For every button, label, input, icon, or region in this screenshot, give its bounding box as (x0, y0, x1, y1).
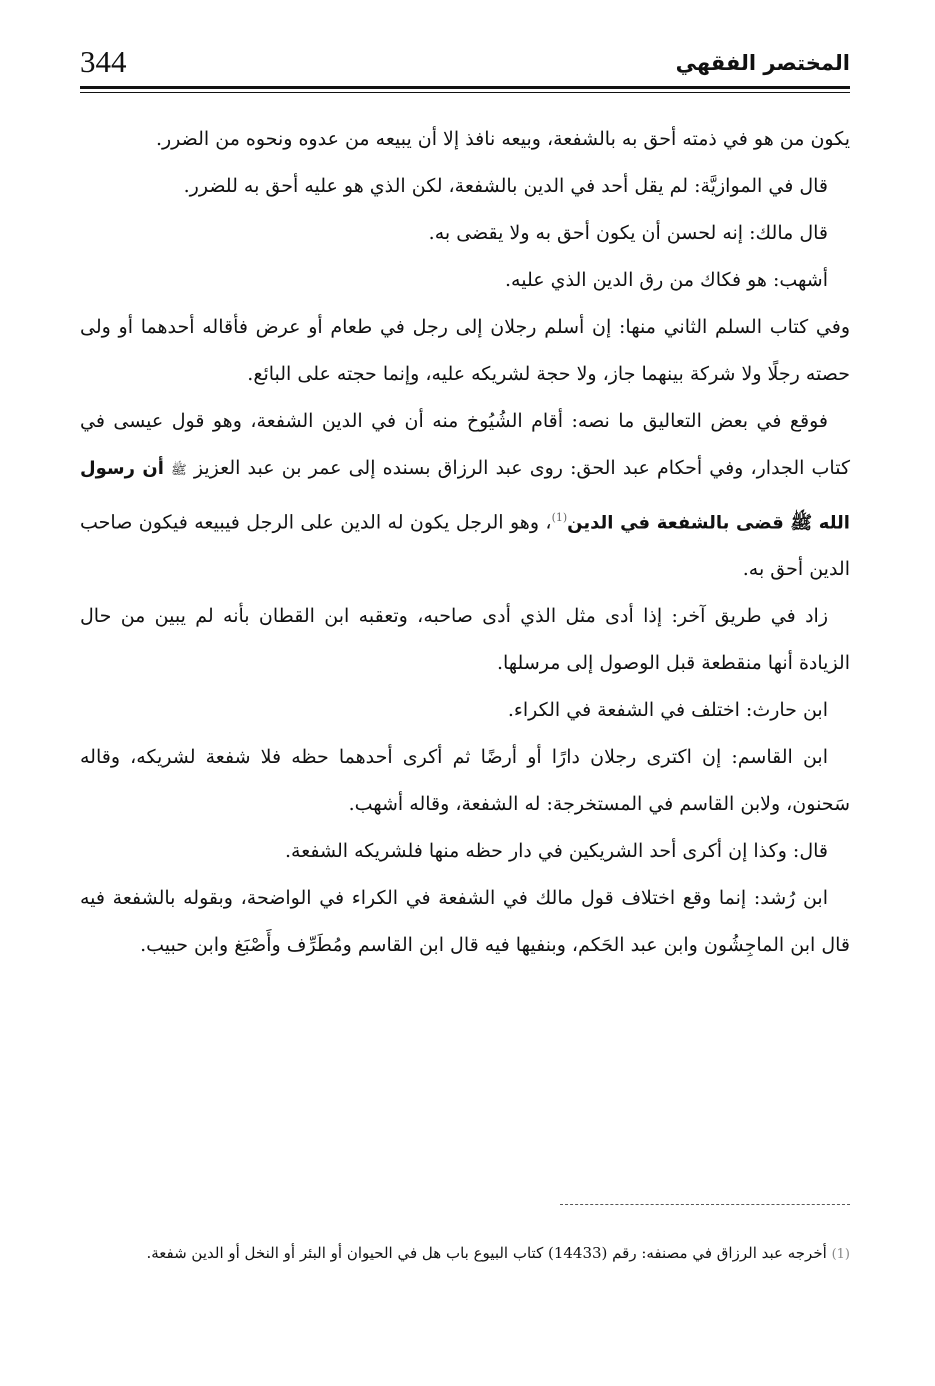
paragraph-6 (80, 398, 850, 593)
footnote-divider (560, 1204, 850, 1205)
paragraph-9: ابن القاسم: إن اكترى رجلان دارًا أو أرضًا ثم أكرى أحدهما حظه فلا شفعة لشريكه، وقاله سَحنون، ولابن القاسم في المستخرجة: له الشفعة، وقاله أشهب. (80, 746, 850, 816)
header-rule-thick (80, 86, 850, 89)
paragraph-3: قال مالك: إنه لحسن أن يكون أحق به ولا يقضى به. (428, 222, 828, 244)
paragraph-7: زاد في طريق آخر: إذا أدى مثل الذي أدى صاحبه، وتعقبه ابن القطان بأنه لم يبين من حال الزيادة أنها منقطعة قبل الوصول إلى مرسلها. (80, 605, 850, 675)
paragraph-10: قال: وكذا إن أكرى أحد الشريكين في دار حظه منها فلشريكه الشفعة. (285, 840, 828, 863)
honorific-mark: ﷺ (171, 463, 187, 478)
footnote (80, 1236, 850, 1272)
hadith-quote: أن رسول الله ﷺ قضى بالشفعة في الدين (80, 458, 850, 534)
header-rule-thin (80, 92, 850, 93)
paragraph-4: أشهب: هو فكاك من رق الدين الذي عليه. (505, 269, 828, 291)
paragraph-5: وفي كتاب السلم الثاني منها: إن أسلم رجلان إلى رجل في طعام أو عرض فأقاله أحدهما أو ولى حصته رجلًا ولا شركة بينهما جاز، ولا حجة لشريكه عليه، وإنما حجته على البائع. (80, 316, 850, 385)
paragraph-11: ابن رُشد: إنما وقع اختلاف قول مالك في الشفعة في الكراء في الواضحة، وبقوله بالشفعة فيه قال ابن الماجِشُون وابن عبد الحَكم، وبنفيها فيه قال ابن القاسم ومُطَرِّف وأَصْبَغ وابن حبيب. (80, 887, 850, 957)
paragraph-6-lead: فوقع في بعض التعاليق ما نصه: أقام الشُيُوخ منه أن في الدين الشفعة، وهو قول عيسى في كتاب الجدار، وفي أحكام عبد الحق: روى عبد الرزاق بسنده إلى عمر بن عبد العزيز (80, 410, 850, 479)
paragraph-8: ابن حارث: اختلف في الشفعة في الكراء. (507, 699, 828, 722)
main-text (80, 116, 850, 969)
paragraph-6-tail: ، وهو الرجل يكون له الدين على الرجل فيبيعه فيكون صاحب الدين أحق به. (80, 511, 850, 581)
footnote-marker: (1) (831, 1247, 850, 1262)
footnote-reference[interactable]: (1) (551, 511, 568, 524)
page-number: 344 (80, 44, 127, 79)
paragraph-1: يكون من هو في ذمته أحق به بالشفعة، وبيعه نافذ إلا أن يبيعه من عدوه ونحوه من الضرر. (155, 128, 850, 150)
running-title: المختصر الفقهي (675, 51, 850, 75)
page-header (80, 40, 850, 90)
footnote-text: أخرجه عبد الرزاق في مصنفه: رقم (14433) كتاب البيوع باب هل في الحيوان أو البئر أو النخل أو الدين شفعة. (146, 1244, 827, 1262)
paragraph-2: قال في الموازيَّة: لم يقل أحد في الدين بالشفعة، لكن الذي هو عليه أحق به للضرر. (183, 175, 828, 197)
